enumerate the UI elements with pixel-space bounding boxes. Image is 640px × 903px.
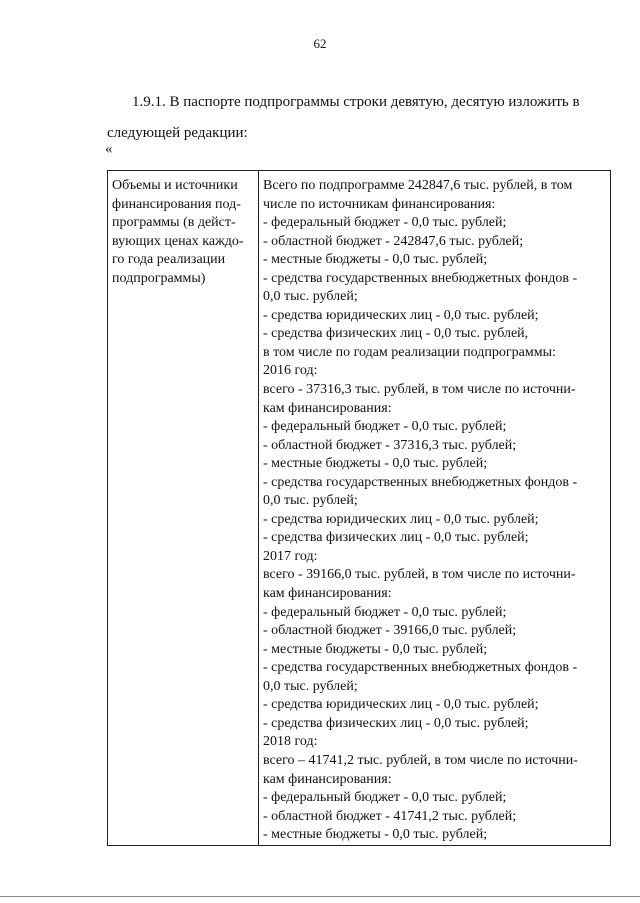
value-line: всего – 41741,2 тыс. рублей, в том числе по источни- [263, 752, 578, 768]
row-value-cell [259, 171, 611, 846]
page-number: 62 [313, 36, 327, 51]
value-line: всего - 37316,3 тыс. рублей, в том числе по источни- [263, 382, 576, 398]
value-line: 2018 год: [263, 734, 318, 750]
value-line: - средства государственных внебюджетных фондов - [263, 660, 578, 676]
row-label-line: го года реализации [112, 252, 226, 268]
value-line: - федеральный бюджет - 0,0 тыс. рублей; [263, 215, 507, 231]
intro-line-1: 1.9.1. В паспорте подпрограммы строки девятую, десятую изложить в [132, 94, 580, 110]
intro-paragraph [107, 87, 607, 149]
value-line: - местные бюджеты - 0,0 тыс. рублей; [263, 252, 488, 268]
row-label-line: вующих ценах каждо- [112, 233, 244, 249]
value-line: - федеральный бюджет - 0,0 тыс. рублей; [263, 604, 507, 620]
value-line: - средства юридических лиц - 0,0 тыс. рублей; [263, 307, 539, 323]
value-line: кам финансирования: [263, 771, 392, 787]
passport-table [107, 170, 611, 846]
table-row [108, 171, 611, 846]
opening-quote: « [105, 141, 113, 157]
value-line: 2016 год: [263, 363, 318, 379]
value-line: в том числе по годам реализации подпрограммы: [263, 344, 556, 360]
row-label-line: подпрограммы) [112, 270, 206, 286]
value-line: - федеральный бюджет - 0,0 тыс. рублей; [263, 790, 507, 806]
value-line: - областной бюджет - 37316,3 тыс. рублей; [263, 437, 517, 453]
value-line: - средства физических лиц - 0,0 тыс. рублей, [263, 326, 529, 342]
row-label-line: программы (в дейст- [112, 215, 236, 231]
value-line: - местные бюджеты - 0,0 тыс. рублей; [263, 641, 488, 657]
value-line: - средства государственных внебюджетных фондов - [263, 270, 578, 286]
value-line: 0,0 тыс. рублей; [263, 493, 358, 509]
value-line: - областной бюджет - 41741,2 тыс. рублей; [263, 808, 517, 824]
value-line: числе по источникам финансирования: [263, 196, 496, 212]
value-line: - средства физических лиц - 0,0 тыс. рублей; [263, 715, 529, 731]
value-line: - областной бюджет - 242847,6 тыс. рублей; [263, 233, 524, 249]
row-label-line: Объемы и источники [112, 178, 238, 193]
value-line: 2017 год: [263, 548, 318, 564]
value-line: - местные бюджеты - 0,0 тыс. рублей; [263, 456, 488, 472]
value-line: - областной бюджет - 39166,0 тыс. рублей; [263, 623, 517, 639]
page-bottom-rule [0, 896, 640, 897]
value-line: всего - 39166,0 тыс. рублей, в том числе по источни- [263, 567, 576, 583]
value-line: - местные бюджеты - 0,0 тыс. рублей; [263, 827, 488, 843]
row-label-cell [108, 171, 259, 846]
value-line: - федеральный бюджет - 0,0 тыс. рублей; [263, 419, 507, 435]
value-line: кам финансирования: [263, 400, 392, 416]
value-line: - средства государственных внебюджетных фондов - [263, 474, 578, 490]
value-line: - средства физических лиц - 0,0 тыс. рублей; [263, 530, 529, 546]
value-line: 0,0 тыс. рублей; [263, 678, 358, 694]
value-line: кам финансирования: [263, 586, 392, 602]
value-line: - средства юридических лиц - 0,0 тыс. рублей; [263, 697, 539, 713]
value-line: - средства юридических лиц - 0,0 тыс. рублей; [263, 511, 539, 527]
value-line: Всего по подпрограмме 242847,6 тыс. рублей, в том [263, 178, 573, 193]
row-label-line: финансирования под- [112, 196, 241, 212]
value-line: 0,0 тыс. рублей; [263, 289, 358, 305]
intro-line-2: следующей редакции: [107, 125, 248, 141]
